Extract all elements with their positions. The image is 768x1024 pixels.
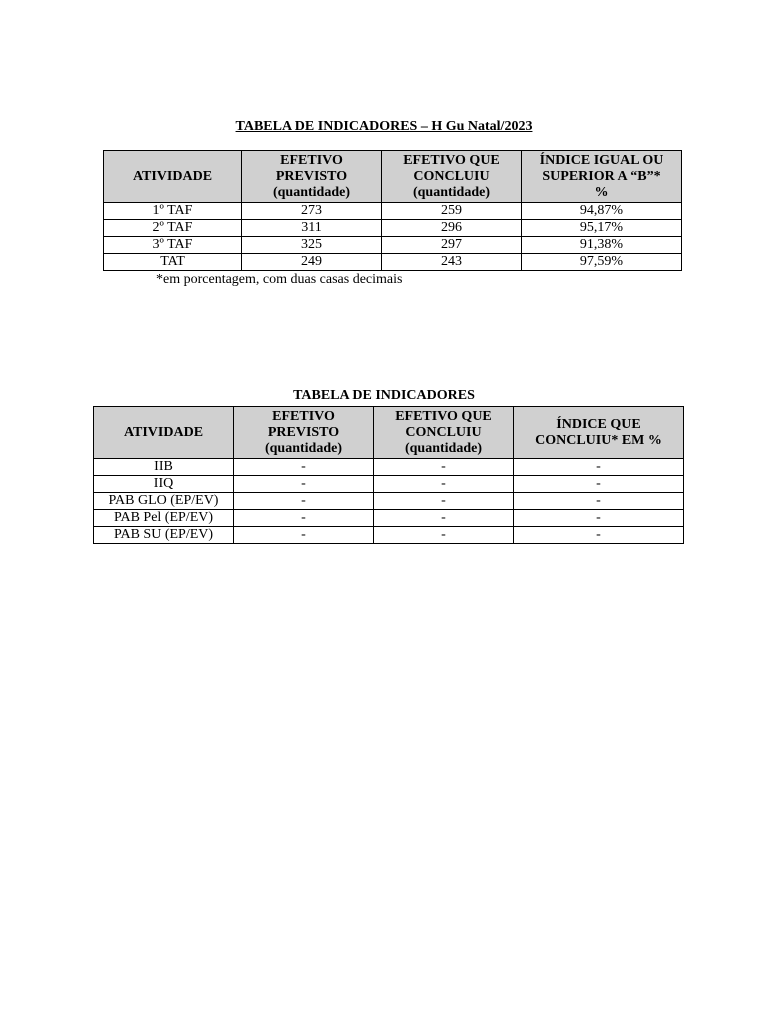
header-line: PREVISTO: [267, 424, 340, 440]
cell-concluiu: -: [374, 493, 514, 510]
header-line: CONCLUIU: [413, 168, 490, 184]
table1-title: TABELA DE INDICADORES – H Gu Natal/2023: [235, 119, 533, 134]
cell-concluiu: 296: [382, 220, 522, 237]
table-row: [94, 493, 684, 510]
header-line: EFETIVO: [272, 408, 335, 424]
col-header-efetivo-previsto: [234, 407, 374, 459]
cell-indice: -: [514, 493, 684, 510]
cell-atividade: TAT: [104, 254, 242, 271]
cell-atividade: 2º TAF: [104, 220, 242, 237]
cell-indice: -: [514, 459, 684, 476]
table2-header-row: [94, 407, 684, 459]
header-line: (quantidade): [412, 184, 491, 200]
col-header-atividade: ATIVIDADE: [104, 151, 242, 203]
cell-concluiu: -: [374, 527, 514, 544]
cell-previsto: 249: [242, 254, 382, 271]
header-line: EFETIVO: [280, 152, 343, 168]
cell-previsto: -: [234, 459, 374, 476]
col-header-atividade: ATIVIDADE: [94, 407, 234, 459]
col-header-efetivo-concluiu: [374, 407, 514, 459]
cell-concluiu: -: [374, 476, 514, 493]
cell-indice: -: [514, 510, 684, 527]
table-row: [94, 476, 684, 493]
table-row: [104, 203, 682, 220]
cell-concluiu: 259: [382, 203, 522, 220]
cell-atividade: 3º TAF: [104, 237, 242, 254]
header-line: CONCLUIU: [405, 424, 482, 440]
cell-previsto: -: [234, 476, 374, 493]
col-header-efetivo-previsto: [242, 151, 382, 203]
table-row: [104, 220, 682, 237]
cell-atividade: IIQ: [94, 476, 234, 493]
header-line: ÍNDICE IGUAL OU: [539, 152, 664, 168]
cell-indice: 91,38%: [522, 237, 682, 254]
cell-previsto: 273: [242, 203, 382, 220]
header-line: CONCLUIU* EM %: [535, 432, 662, 448]
indicators-table: [93, 406, 684, 544]
cell-previsto: -: [234, 527, 374, 544]
cell-concluiu: -: [374, 510, 514, 527]
table2-title: TABELA DE INDICADORES: [293, 388, 475, 403]
cell-previsto: -: [234, 493, 374, 510]
cell-atividade: PAB GLO (EP/EV): [94, 493, 234, 510]
table-row: [94, 459, 684, 476]
table1-header-row: [104, 151, 682, 203]
table-row: [94, 510, 684, 527]
cell-atividade: PAB SU (EP/EV): [94, 527, 234, 544]
cell-previsto: 311: [242, 220, 382, 237]
header-line: ÍNDICE QUE: [556, 416, 641, 432]
cell-atividade: IIB: [94, 459, 234, 476]
table-row: [104, 237, 682, 254]
cell-concluiu: 297: [382, 237, 522, 254]
indicators-table-2023: [103, 150, 682, 271]
table1-footnote: *em porcentagem, com duas casas decimais: [156, 272, 403, 287]
cell-concluiu: -: [374, 459, 514, 476]
header-line: PREVISTO: [275, 168, 348, 184]
header-line: SUPERIOR A “B”*: [542, 168, 661, 184]
cell-indice: -: [514, 476, 684, 493]
cell-atividade: 1º TAF: [104, 203, 242, 220]
header-line: (quantidade): [272, 184, 351, 200]
cell-concluiu: 243: [382, 254, 522, 271]
header-line: (quantidade): [404, 440, 483, 456]
cell-previsto: 325: [242, 237, 382, 254]
header-line: EFETIVO QUE: [395, 408, 492, 424]
header-line: %: [594, 184, 609, 200]
col-header-indice: [514, 407, 684, 459]
table-row: [94, 527, 684, 544]
col-header-efetivo-concluiu: [382, 151, 522, 203]
cell-atividade: PAB Pel (EP/EV): [94, 510, 234, 527]
header-line: (quantidade): [264, 440, 343, 456]
cell-previsto: -: [234, 510, 374, 527]
col-header-indice: [522, 151, 682, 203]
cell-indice: -: [514, 527, 684, 544]
cell-indice: 97,59%: [522, 254, 682, 271]
header-line: EFETIVO QUE: [403, 152, 500, 168]
cell-indice: 94,87%: [522, 203, 682, 220]
table-row: [104, 254, 682, 271]
cell-indice: 95,17%: [522, 220, 682, 237]
